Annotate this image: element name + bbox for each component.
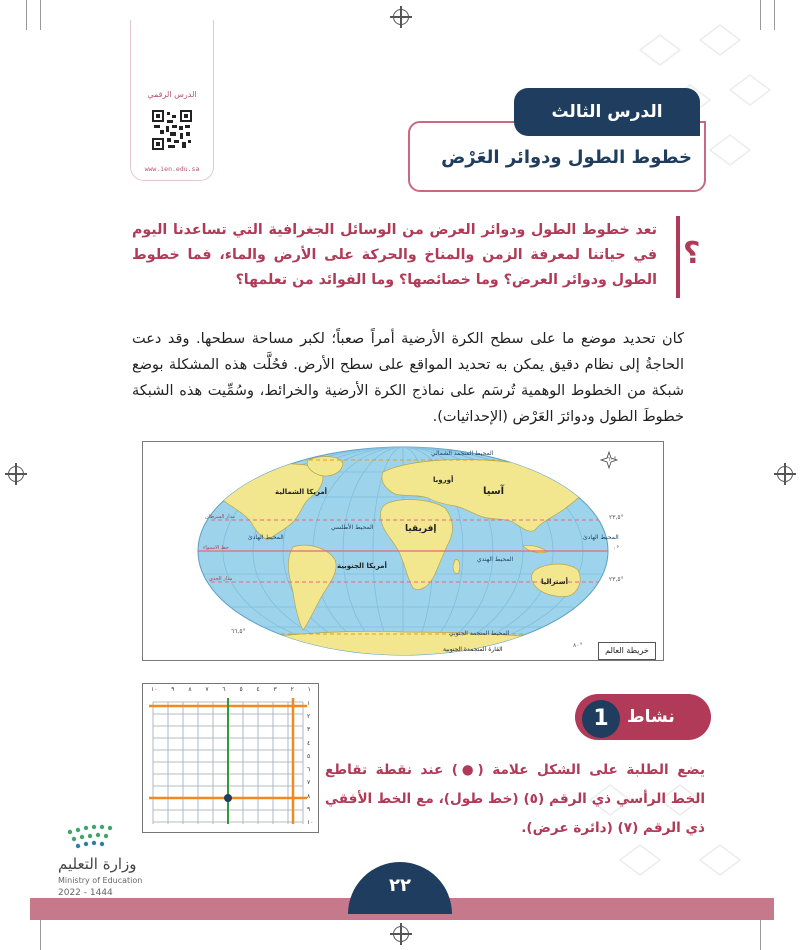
- label-tropic-of-capricorn: مدار الجدي: [209, 576, 233, 582]
- lat-label: ٦٦,٥°: [231, 628, 246, 635]
- grid-number: ٩: [171, 686, 175, 693]
- world-map: [143, 442, 663, 660]
- label-equator: خط الاستواء: [203, 545, 229, 551]
- label-tropic-of-cancer: مدار السرطان: [205, 514, 236, 520]
- grid-top-numbers: [151, 686, 311, 693]
- grid-number: ٥: [239, 686, 243, 693]
- digital-lesson-url[interactable]: www.ien.edu.sa: [144, 165, 200, 173]
- grid-number: ٢: [290, 686, 294, 693]
- question-mark-icon: ؟: [683, 236, 701, 271]
- label-europe: أوروبا: [433, 476, 454, 484]
- grid-number: ٦: [222, 686, 226, 693]
- grid-number: ٨: [307, 792, 311, 800]
- body-paragraph: كان تحديد موضع ما على سطح الكرة الأرضية أمراً صعباً؛ لكبر مساحة سطحها. وقد دعت الحاجةُ إلى نظام دقيق يمكن به تحديد المواقع على سطح الأرض. فحُلَّت هذه المشكلة بوضع شبكة من الخطوط الوهمية تُرسَم على نماذج الكرة الأرضية والخرائط، وسُمِّيت هذه الشبكة خطوطَ الطول ودوائرَ العَرْض (الإحداثيات).: [132, 331, 684, 425]
- ministry-name-en: Ministry of Education: [58, 876, 143, 885]
- activity-number: 1: [582, 700, 620, 738]
- grid-number: ٣: [307, 726, 311, 734]
- digital-lesson-label: الدرس الرقمي: [147, 90, 197, 99]
- grid-number: ٤: [307, 739, 311, 747]
- lat-label: ٢٣,٥°: [609, 514, 624, 521]
- grid-number: ٧: [307, 779, 311, 787]
- grid-side-numbers: [307, 700, 316, 826]
- label-indian-ocean: المحيط الهندي: [477, 556, 514, 563]
- registration-mark-icon: [393, 9, 409, 25]
- grid-number: ١٠: [307, 818, 314, 826]
- lat-label: ٦٠°: [607, 456, 617, 463]
- crop-mark: [40, 0, 41, 30]
- crop-mark: [760, 920, 761, 950]
- label-southern-ocean: المحيط المتجمد الجنوبي: [449, 630, 510, 637]
- label-atlantic-ocean: المحيط الأطلسي: [331, 524, 374, 531]
- digital-lesson-card[interactable]: [130, 20, 214, 181]
- grid-number: ٥: [307, 752, 311, 760]
- activity-text: يضع الطلبة على الشكل علامة (●) عند نقطة تقاطع الخط الرأسي ذي الرقم (٥) (خط طول)، مع الخط الأفقي ذي الرقم (٧) (دائرة عرض).: [325, 762, 706, 836]
- activity-label: نشاط: [627, 707, 675, 727]
- label-asia: آسيا: [483, 486, 505, 497]
- grid-number: ٧: [205, 686, 209, 693]
- grid-number: ١٠: [151, 686, 158, 693]
- label-africa: إفريقيا: [405, 524, 437, 534]
- lat-label: ٨٠°: [573, 642, 583, 649]
- crop-mark: [26, 0, 27, 30]
- page-number: ٢٢: [348, 862, 452, 914]
- grid-exercise-figure[interactable]: [142, 683, 319, 833]
- grid-number: ٣: [273, 686, 277, 693]
- map-caption: خريطة العالم: [598, 642, 656, 660]
- lesson-number-tab: الدرس الثالث: [514, 88, 700, 136]
- intro-text: تعد خطوط الطول ودوائر العرض من الوسائل الجغرافية التي تساعدنا اليوم في حياتنا لمعرفة الزمن والمناخ والحركة على الأرض والماء، فما خطوط الطول ودوائر العرض؟ وما خصائصها؟ وما الفوائد من تعلمها؟: [132, 222, 657, 288]
- qr-code-icon[interactable]: [152, 110, 192, 150]
- label-pacific-ocean-east: المحيط الهادئ: [583, 534, 619, 541]
- label-australia: أستراليا: [541, 578, 569, 586]
- label-north-america: أمريكا الشمالية: [275, 488, 328, 496]
- world-map-figure: [142, 441, 664, 661]
- grid-number: ١: [307, 700, 311, 707]
- registration-mark-icon: [8, 466, 24, 482]
- coordinate-grid[interactable]: [143, 684, 318, 832]
- intro-accent-bar: [676, 216, 680, 298]
- grid-number: ٨: [188, 686, 192, 693]
- grid-number: ٤: [256, 686, 260, 693]
- label-antarctica: القارة المتجمدة الجنوبية: [443, 646, 503, 653]
- intersection-dot: [224, 794, 232, 802]
- label-south-america: أمريكا الجنوبية: [337, 562, 387, 570]
- lat-label: ٢٣,٥°: [609, 576, 624, 583]
- crop-mark: [40, 920, 41, 950]
- registration-mark-icon: [393, 926, 409, 942]
- label-arctic-ocean: المحيط المتجمد الشمالي: [431, 450, 494, 457]
- label-pacific-ocean-west: المحيط الهادئ: [248, 534, 284, 541]
- lat-label: ٠°: [613, 545, 620, 552]
- lesson-title: خطوط الطول ودوائر العَرْض: [441, 147, 692, 168]
- grid-number: ٢: [307, 713, 311, 721]
- ministry-logo-icon: [62, 822, 132, 856]
- ministry-name-ar: وزارة التعليم: [58, 855, 137, 873]
- grid-number: ٩: [307, 805, 311, 813]
- edition-year: 2022 - 1444: [58, 888, 113, 898]
- grid-number: ٦: [307, 766, 311, 774]
- registration-mark-icon: [777, 466, 793, 482]
- grid-number: ١: [307, 686, 311, 693]
